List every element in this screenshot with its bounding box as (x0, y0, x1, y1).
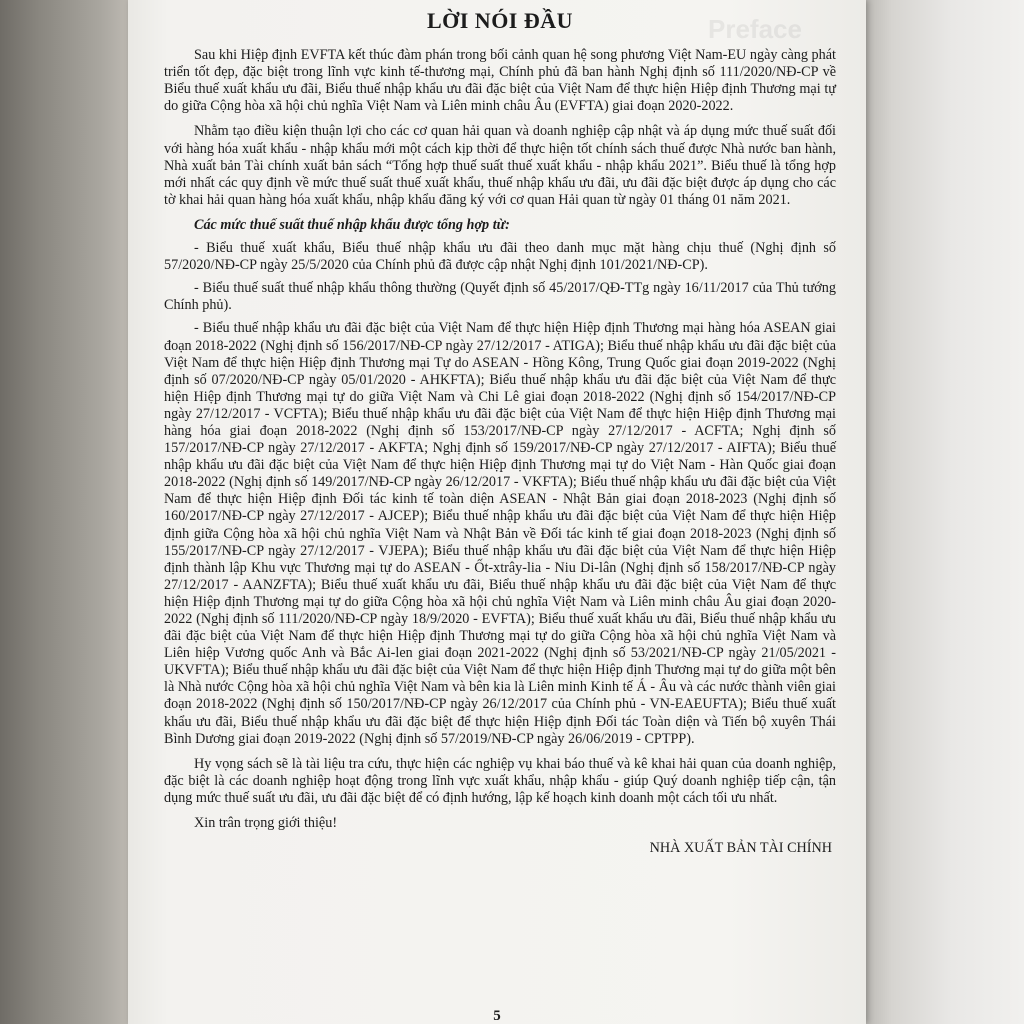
paragraph-closing: Hy vọng sách sẽ là tài liệu tra cứu, thực hiện các nghiệp vụ khai báo thuế và kê khai hải quan của doanh nghiệp, đặc biệt là các doanh nghiệp hoạt động trong lĩnh vực xuất khẩu, nhập khẩu - giúp Quý doanh nghiệp tiếp cận, tận dụng mức thuế suất ưu đãi, ưu đãi đặc biệt để có định hướng, lập kế hoạch kinh doanh một cách tối ưu nhất. (164, 755, 836, 806)
section-heading: Các mức thuế suất thuế nhập khẩu được tổng hợp từ: (194, 216, 510, 233)
paragraph-purpose: Nhằm tạo điều kiện thuận lợi cho các cơ quan hải quan và doanh nghiệp cập nhật và áp dụng mức thuế suất đối với hàng hóa xuất khẩu - nhập khẩu mới một cách kịp thời để thực hiện tốt chính sách thuế được Nhà nước ban hành, Nhà xuất bản Tài chính xuất bản sách “Tổng hợp thuế suất thuế xuất khẩu - nhập khẩu 2021”. Biểu thuế là tổng hợp mới nhất các quy định về mức thuế suất thuế xuất khẩu, thuế nhập khẩu ưu đãi, ưu đãi đặc biệt được áp dụng cho các tờ khai hải quan hàng hóa xuất khẩu, nhập khẩu đăng ký với cơ quan Hải quan từ ngày 01 tháng 01 năm 2021. (164, 123, 836, 208)
paragraph-greeting: Xin trân trọng giới thiệu! (194, 815, 338, 832)
paragraph-intro: Sau khi Hiệp định EVFTA kết thúc đàm phán trong bối cảnh quan hệ song phương Việt Nam-EU ngày càng phát triển tốt đẹp, đặc biệt trong lĩnh vực kinh tế-thương mại, Chính phủ đã ban hành Nghị định số 111/2020/NĐ-CP về Biểu thuế xuất khẩu ưu đãi, Biểu thuế nhập khẩu ưu đãi đặc biệt của Việt Nam để thực hiện Hiệp định Thương mại tự do giữa Cộng hòa xã hội chủ nghĩa Việt Nam và Liên minh châu Âu (EVFTA) giai đoạn 2020-2022. (164, 47, 836, 115)
publisher-signature: NHÀ XUẤT BẢN TÀI CHÍNH (649, 840, 832, 857)
list-item-export-tariff: - Biểu thuế xuất khẩu, Biểu thuế nhập khẩu ưu đãi theo danh mục mặt hàng chịu thuế (Nghị định số 57/2020/NĐ-CP ngày 25/5/2020 của Chính phủ đã được cập nhật Nghị định 101/2021/NĐ-CP). (164, 240, 836, 274)
page-number: 5 (493, 1008, 501, 1024)
show-through-title: Preface (708, 14, 802, 44)
list-item-normal-tariff: - Biểu thuế suất thuế nhập khẩu thông thường (Quyết định số 45/2017/QĐ-TTg ngày 16/11/2017 của Thủ tướng Chính phủ). (164, 280, 836, 314)
page-title: LỜI NÓI ĐẦU (426, 8, 574, 33)
document-page (128, 0, 866, 1024)
list-item-special-tariffs: - Biểu thuế nhập khẩu ưu đãi đặc biệt của Việt Nam để thực hiện Hiệp định Thương mại hàng hóa ASEAN giai đoạn 2018-2022 (Nghị định số 156/2017/NĐ-CP ngày 27/12/2017 - ATIGA); Biểu thuế nhập khẩu ưu đãi đặc biệt của Việt Nam để thực hiện Hiệp định Thương mại Tự do ASEAN - Hồng Kông, Trung Quốc giai đoạn 2019-2022 (Nghị định số 07/2020/NĐ-CP ngày 05/01/2020 - AHKFTA); Biểu thuế nhập khẩu ưu đãi đặc biệt của Việt Nam để thực hiện Hiệp định Thương mại tự do giữa Việt Nam và Chi Lê giai đoạn 2018-2022 (Nghị định số 154/2017/NĐ-CP ngày 27/12/2017 - VCFTA); Biểu thuế nhập khẩu ưu đãi đặc biệt của Việt Nam để thực hiện Hiệp định Thương mại hàng hóa giai đoạn 2018-2022 (Nghị định số 153/2017/NĐ-CP ngày 27/12/2017 - ACFTA; Nghị định số 157/2017/NĐ-CP ngày 27/12/2017 - AKFTA; Nghị định số 159/2017/NĐ-CP ngày 27/12/2017 - AIFTA); Biểu thuế nhập khẩu ưu đãi đặc biệt của Việt Nam để thực hiện Hiệp định Thương mại tự do Việt Nam - Hàn Quốc giai đoạn 2018-2022 (Nghị định số 149/2017/NĐ-CP ngày 26/12/2017 - VKFTA); Biểu thuế nhập khẩu ưu đãi đặc biệt của Việt Nam để thực hiện Hiệp định Đối tác kinh tế toàn diện ASEAN - Nhật Bản giai đoạn 2018-2023 (Nghị định số 160/2017/NĐ-CP ngày 27/12/2017 - AJCEP); Biểu thuế nhập khẩu ưu đãi đặc biệt của Việt Nam để thực hiện Hiệp định giữa Cộng hòa xã hội chủ nghĩa Việt Nam và Nhật Bản về Đối tác kinh tế giai đoạn 2018-2023 (Nghị định số 155/2017/NĐ-CP ngày 27/12/2017 - VJEPA); Biểu thuế nhập khẩu ưu đãi đặc biệt của Việt Nam để thực hiện Hiệp định thành lập Khu vực Thương mại tự do ASEAN - Ốt-xtrây-lia - Niu Di-lân (Nghị định số 158/2017/NĐ-CP ngày 27/12/2017 - AANZFTA); Biểu thuế xuất khẩu ưu đãi, Biểu thuế nhập khẩu ưu đãi đặc biệt của Việt Nam để thực hiện Hiệp định Thương mại tự do giữa Cộng hòa xã hội chủ nghĩa Việt Nam và Liên minh châu Âu giai đoạn 2020-2022 (Nghị định số 111/2020/NĐ-CP ngày 18/9/2020 - EVFTA); Biểu thuế xuất khẩu ưu đãi, Biểu thuế nhập khẩu ưu đãi đặc biệt của Việt Nam để thực hiện Hiệp định Thương mại tự do giữa Cộng hòa xã hội chủ nghĩa Việt Nam và Liên hiệp Vương quốc Anh và Bắc Ai-len giai đoạn 2021-2022 (Nghị định số 53/2021/NĐ-CP ngày 21/05/2021 - UKVFTA); Biểu thuế nhập khẩu ưu đãi đặc biệt của Việt Nam để thực hiện Hiệp định Thương mại tự do giữa một bên là Nhà nước Cộng hòa xã hội chủ nghĩa Việt Nam và bên kia là Liên minh Kinh tế Á - Âu và các nước thành viên giai đoạn 2018-2022 (Nghị định số 150/2017/NĐ-CP ngày 26/12/2017 của Chính phủ - VN-EAEUFTA); Biểu thuế xuất khẩu ưu đãi, Biểu thuế nhập khẩu ưu đãi đặc biệt để thực hiện Hiệp định Đối tác Toàn diện và Tiến bộ xuyên Thái Bình Dương giai đoạn 2019-2022 (Nghị định số 57/2019/NĐ-CP ngày 26/06/2019 - CPTPP). (164, 320, 836, 747)
background-surface (862, 0, 1024, 1024)
page-content (164, 6, 836, 865)
